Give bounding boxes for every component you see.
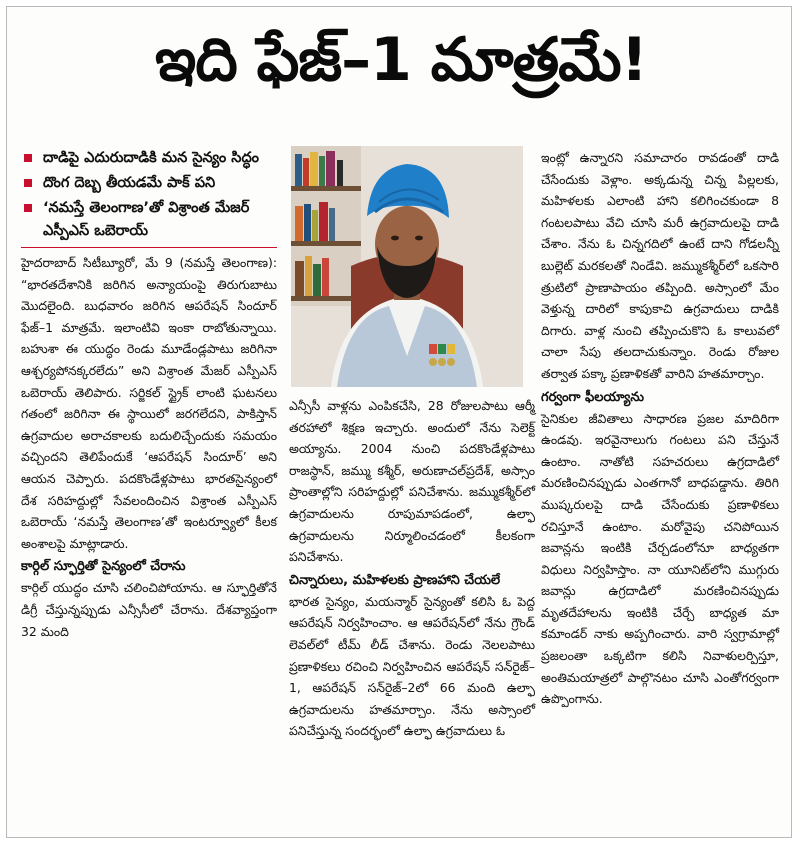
column-1: [21, 147, 277, 642]
divider: [21, 247, 277, 248]
article-paragraph: ఇంట్లో ఉన్నారని సమాచారం రావడంతో దాడి చేసేందుకు వెళ్లాం. అక్కడున్న చిన్న పిల్లలకు, మహిళలకు ఎలాంటి హాని కలిగించకుండా 8 గంటలపాటు వేచి చూసి మరీ ఉగ్రవాదులపై దాడి చేశాం. నేను ఓ చిన్నగదిలో ఉంటే దాని గోడలన్నీ బుల్లెట్‌ మరకలతో నిండేవి. జమ్ముకశ్మీర్‌లో ఒకసారి త్రుటిలో ప్రాణాపాయం తప్పింది. అస్సాంలో మేం వెళ్తున్న దారిలో కాపుకాచి ఉగ్రవాదులు దాడికి దిగారు. వాళ్ల నుంచి తప్పించుకొని ఓ కాలువలో చాలా సేపు తలదాచుకున్నాం. రెండు రోజుల తర్వాత పక్కా ప్రణాళికతో వారిని హతమార్చాం.: [541, 150, 779, 381]
article-paragraph: భారత సైన్యం, మయన్మార్‌ సైన్యంతో కలిసి ఓ పెద్ద ఆపరేషన్‌ నిర్వహించాం. ఆ ఆపరేషన్‌లో నేను గ్రౌండ్‌ లెవల్‌లో టీమ్‌ లీడ్‌ చేశాను. రెండు నెలలపాటు ప్రణాళికలు రచించి నిర్వహించిన ఆపరేషన్‌ సన్‌రైజ్‌–1, ఆపరేషన్‌ సన్‌రైజ్‌–2లో 66 మంది ఉల్ఫా ఉగ్రవాదులను హతమార్చాం. నేను అస్సాంలో పనిచేస్తున్న సందర్భంలో ఉల్ఫా ఉగ్రవాదులు ఓ: [289, 593, 535, 739]
article-paragraph: హైదరాబాద్‌ సిటీబ్యూరో, మే 9 (నమస్తే తెలంగాణ): “భారతదేశానికి జరిగిన అన్యాయంపై తిరుగుబాటు మొదలైంది. బుధవారం జరిగిన ఆపరేషన్‌ సిందూర్‌ ఫేజ్‌–1 మాత్రమే. ఇలాంటివి ఇంకా రాబోతున్నాయి. బహుశా ఈ యుద్ధం రెండు మూడేండ్లపాటు జరిగినా ఆశ్చర్యపోనక్కరలేదు” అని విశ్రాంత మేజర్‌ ఎస్పీఎస్‌ ఒబెరాయ్‌ తెలిపారు. సర్జికల్‌ స్ట్రైక్‌ లాంటి ఘటనలు గతంలో జరిగినా ఈ స్థాయిలో జరగలేదని, పాకిస్తాన్‌ ఉగ్రవాదుల అరాచకాలకు బదులిచ్చేందుకు సమయం వచ్చిందని తెలిపేందుకే ‘ఆపరేషన్‌ సిందూర్‌’ అని ఆయన చెప్పారు. పదకొండేళ్లపాటు భారతసైన్యంలో దేశ సరిహద్దుల్లో సేవలందించిన విశ్రాంత ఎస్పీఎస్‌ ఒబెరాయ్‌ ‘నమస్తే తెలంగాణ’తో ఇంటర్వ్యూలో కీలక అంశాలపై మాట్లాడారు.: [21, 255, 277, 551]
section-subhead: కార్గిల్‌ స్ఫూర్తితో సైన్యంలో చేరాను: [21, 559, 186, 575]
highlights-list: [21, 147, 277, 243]
section-subhead: గర్వంగా ఫీలయ్యాను: [541, 389, 644, 405]
highlight-text: దొంగ దెబ్బ తీయడమే పాక్‌ పని: [43, 175, 216, 191]
highlight-text: దాడిపై ఎదురుదాడికి మన సైన్యం సిద్ధం: [43, 150, 260, 166]
article-paragraph: ఎన్సీసీ వాళ్లను ఎంపికచేసి, 28 రోజులపాటు ఆర్మీ తరహాలో శిక్షణ ఇచ్చారు. అందులో నేను సెలెక్ట్‌ అయ్యాను. 2004 నుంచి పదకొండేళ్లపాటు రాజస్థాన్‌, జమ్ము కశ్మీర్‌, అరుణాచల్‌ప్రదేశ్‌, అస్సాం ప్రాంతాల్లోని సరిహద్దుల్లో పనిచేశాను. జమ్ముకశ్మీర్‌లో ఉగ్రవాదులను రూపుమాపడంలో, ఉల్ఫా ఉగ్రవాదులను నిర్మూలించడంలో కీలకంగా పనిచేశాను.: [289, 398, 535, 565]
bullet-square-icon: [24, 179, 32, 187]
portrait-image: [291, 146, 523, 387]
column-2: [289, 395, 535, 742]
article-paragraph: కార్గిల్‌ యుద్ధం చూసి చలించిపోయాను. ఆ స్ఫూర్తితోనే డిగ్రీ చేస్తున్నప్పుడు ఎన్సీసీలో చేరాను. దేశవ్యాప్తంగా 32 మంది: [21, 580, 277, 639]
highlight-item: [21, 172, 277, 195]
bullet-square-icon: [24, 154, 32, 162]
highlight-item: [21, 147, 277, 170]
portrait-photo: [291, 146, 523, 387]
section-subhead: చిన్నారులు, మహిళలకు ప్రాణహాని చేయలే: [289, 572, 501, 588]
highlight-item: [21, 197, 277, 243]
article-paragraph: సైనికుల జీవితాలు సాధారణ ప్రజల మాదిరిగా ఉండవు. ఇరవైనాలుగు గంటలు పని చేస్తునే ఉంటాం. నాతోటి సహచరులు ఉగ్రదాడిలో మరణించినప్పుడు ఎంతగానో బాధపడ్డాను. తిరిగి ముష్కరులపై దాడి చేసేందుకు ప్రణాళికలు రచిస్తూనే ఉంటాం. మరోవైపు చనిపోయిన జవాన్లను ఇంటికి చేర్చడంలోనూ బాధ్యతగా విధులు నిర్వహిస్తాం. నా యూనిట్‌లోని ముగ్గురు జవాన్లు ఉగ్రదాడిలో మరణించినప్పుడు మృతదేహాలను ఇంటికి చేర్చే బాధ్యత మా కమాండర్‌ నాకు అప్పగించారు. వారి స్వగ్రామాల్లో ప్రజలంతా ఒక్కటిగా కలిసి నివాళులర్పిస్తూ, అంతిమయాత్రలో పాల్గొనటం చూసి ఎంతోగర్వంగా ఉప్పొంగాను.: [541, 410, 779, 707]
highlight-text: ‘నమస్తే తెలంగాణ’తో విశ్రాంత మేజర్‌ ఎస్పీఎస్‌ ఒబెరాయ్‌: [43, 200, 250, 239]
headline: ఇది ఫేజ్‌–1 మాత్రమే!: [154, 25, 647, 95]
bullet-square-icon: [24, 204, 32, 212]
column-3: [541, 147, 779, 710]
newspaper-page: [6, 6, 792, 838]
